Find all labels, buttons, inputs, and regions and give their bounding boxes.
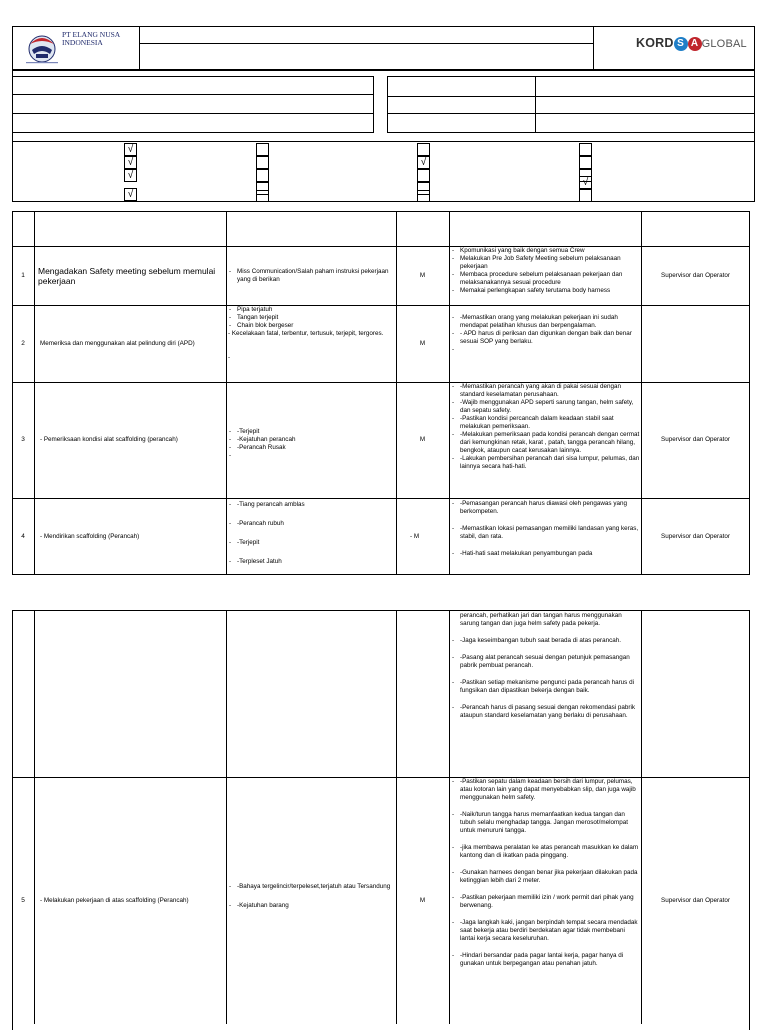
hazard-cell: - -Terjepit - -Kejatuhan perancah - -Perancah Rusak — [228, 382, 394, 498]
checkbox-4-4[interactable]: √ — [579, 176, 592, 189]
activity-cell: - Mendirikan scaffolding (Perancah) — [40, 532, 140, 540]
info-table-left — [12, 76, 374, 133]
control-cell: - -Memastikan orang yang melakukan pekerjaan ini sudah mendapat pelatihan khusus dan berpengalaman. - - APD harus di periksan dan digunkan dengan baik dan benar sesuai SOP yang berlaku. — [451, 314, 640, 380]
activity-cell: Memeriksa dan menggunakan alat pelindung diri (APD) — [40, 339, 195, 347]
checkbox-3-1[interactable] — [417, 143, 430, 156]
risk-level: M — [419, 436, 426, 443]
risk-level: M — [419, 896, 426, 904]
checkbox-4-5[interactable] — [579, 189, 592, 202]
checkbox-2-5[interactable] — [256, 190, 269, 202]
pic-cell: Supervisor dan Operator — [661, 271, 730, 279]
hazard-cell: - -Tiang perancah amblas - -Perancah rubuh - -Terjepit - -Terpleset Jatuh — [228, 500, 394, 574]
company-logo — [14, 28, 138, 68]
checkbox-4-1[interactable] — [579, 143, 592, 156]
row-number: 2 — [21, 339, 25, 347]
checkbox-1-2[interactable]: √ — [124, 156, 137, 169]
row-number: 5 — [21, 896, 25, 904]
activity-cell: - Melakukan pekerjaan di atas scaffolding (Perancah) — [40, 896, 189, 904]
enindo-emblem-icon — [22, 28, 62, 66]
hazard-cell: - Miss Communication/Salah paham instruksi pekerjaan yang di berikan — [228, 246, 394, 305]
control-cell: - -Memastikan perancah yang akan di pakai sesuai dengan standard keselamatan perusahaan. - -Wajib menggunakan APD seperti sarung tangan, helm safety, dan sepatu safety. - -Pastikan kondisi percancah dalam keadaan stabil saat melakukan pemeriksaan. - -Melakukan pemeriksaan pada kondisi perancah dengan cermat dari kemungkinan retak, karat , patah, tangga perancah hilang, bengkok, ataupun cacat kerusakan lainnya. - -Lakukan pembersihan perancah dari sisa lumpur, pelumas, dan lainnya secara hati-hati. — [451, 383, 640, 497]
checkbox-3-2[interactable]: √ — [417, 156, 430, 169]
kordsa-global-logo: KORD S A GLOBAL — [636, 36, 747, 50]
checkbox-2-2[interactable] — [256, 156, 269, 169]
pic-cell: Supervisor dan Operator — [661, 436, 730, 443]
pic-cell: Supervisor dan Operator — [661, 896, 730, 904]
activity-cell: - Pemeriksaan kondisi alat scaffolding (perancah) — [40, 436, 178, 443]
risk-level: M — [419, 339, 426, 347]
checkbox-3-5[interactable] — [417, 190, 430, 202]
hazard-cell: - -Bahaya tergelincir/terpeleset,terjatuh atau Tersandung - -Kejatuhan barang — [228, 777, 394, 1024]
hazard-cell: - Pipa terjatuh - Tangan terjepit - Chain blok bergeser - Kecelakaan fatal, terbentur, tertusuk, terjepit, tergores. - — [228, 306, 394, 381]
checkbox-1-5[interactable]: √ — [124, 188, 137, 201]
checkbox-2-1[interactable] — [256, 143, 269, 156]
kordsa-s-icon: S — [674, 37, 688, 51]
kordsa-a-icon: A — [688, 37, 702, 51]
checkbox-1-3[interactable]: √ — [124, 169, 137, 182]
checkbox-2-3[interactable] — [256, 169, 269, 182]
checkbox-3-3[interactable] — [417, 169, 430, 182]
control-cell: - Kpomunikasi yang baik dengan semua Crew - Melakukan Pre Job Safety Meeting sebelum pelaksanaan pekerjaan - Membaca procedure sebelum pelaksanaan pekerjaan dan melaksanakannya sesuai procedure - Memakai perlengkapan safety terutama body harness — [451, 247, 640, 304]
checkbox-1-1[interactable]: √ — [124, 143, 137, 156]
row-number: 4 — [21, 532, 25, 540]
control-cell: perancah, perhatikan jari dan tangan harus menggunakan sarung tangan dan juga helm safety pada pekerja. - -Jaga keseimbangan tubuh saat berada di atas perancah. - -Pasang alat perancah sesuai dengan petunjuk pemasangan pabrik pembuat perancah. - -Pastikan setiap mekanisme pengunci pada perancah harus di fungsikan dan dipastikan bekerja dengan baik. - -Perancah harus di pasang sesuai dengan rekomendasi pabrik ataupun standard keselamatan yang berlaku di perusahaan. — [451, 612, 640, 776]
company-name: PT ELANG NUSA INDONESIA — [62, 30, 121, 47]
row-number: 3 — [21, 436, 25, 443]
control-cell: - -Pemasangan perancah harus diawasi oleh pengawas yang berkompeten. - -Memastikan lokasi pemasangan memiliki landasan yang keras, stabil, dan rata. - -Hati-hati saat melakukan penyambungan pada — [451, 500, 640, 574]
pic-cell: Supervisor dan Operator — [661, 532, 730, 540]
info-table-right — [387, 76, 755, 133]
activity-cell: Mengadakan Safety meeting sebelum memulai pekerjaan — [38, 265, 216, 286]
checkbox-4-2[interactable] — [579, 156, 592, 169]
risk-level: - M — [410, 532, 420, 540]
row-number: 1 — [21, 271, 25, 279]
control-cell: - -Pastikan sepatu dalam keadaan bersih dari lumpur, pelumas, atau kotoran lain yang dapat menyebabkan slip, dan juga wajib menggunakan helm safety. - -Naik/turun tangga harus memanfaatkan kedua tangan dan tubuh selalu menghadap tangga. Jangan merosot/melompat untuk menuruni tangga. - -jika membawa peralatan ke atas perancah masukkan ke dalam kantong dan di ikatkan pada pinggang. - -Gunakan harnees dengan benar jika pekerjaan dilakukan pada ketinggian lebih dari 2 meter. - -Pastikan pekerjaan memiliki izin / work permit dari pihak yang berwenang. - -Jaga langkah kaki, jangan berpindah tempat secara mendadak saat bekerja atau berdiri berdekatan agar tidak membebani lantai kerja secara keseluruhan. - -Hindari bersandar pada pagar lantai kerja, pagar hanya di gunakan untuk berpegangan atau penahan jatuh. — [451, 778, 640, 1024]
risk-level: M — [419, 271, 426, 279]
